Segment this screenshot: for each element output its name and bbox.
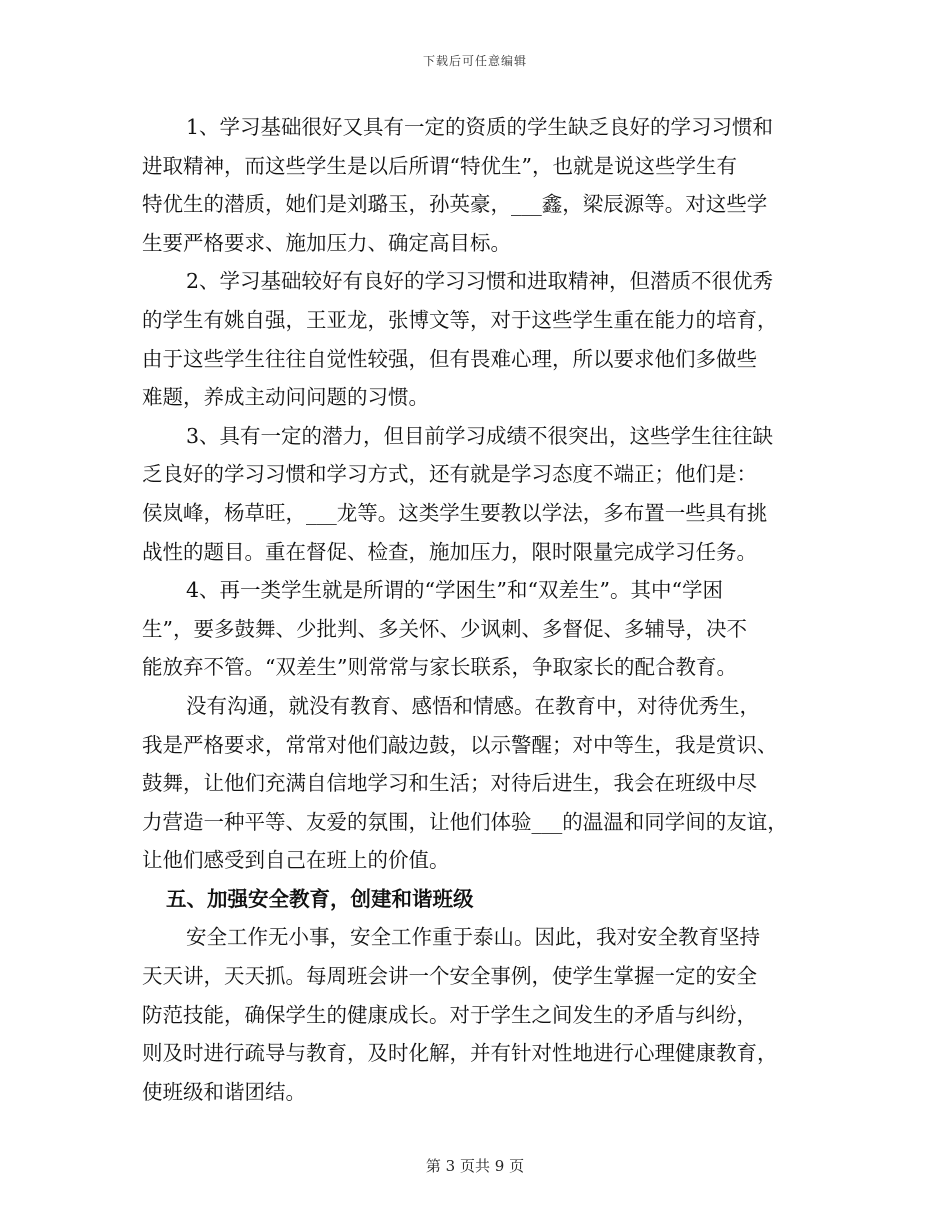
text-line: 生要严格要求、施加压力、确定高目标。: [142, 230, 511, 255]
heading-line: 五、加强安全教育，创建和谐班级: [166, 886, 474, 911]
text-line: 让他们感受到自己在班上的价值。: [142, 848, 450, 873]
text-line: 侯岚峰，杨草旺，___龙等。这类学生要教以学法，多布置一些具有挑: [142, 500, 768, 525]
text-line: 的学生有姚自强，王亚龙，张博文等，对于这些学生重在能力的培育，: [142, 307, 778, 332]
text-line: 生”，要多鼓舞、少批判、多关怀、少讽刺、多督促、多辅导，决不: [142, 616, 747, 641]
paragraph-6: [142, 918, 814, 1111]
text-line: 战性的题目。重在督促、检查，施加压力，限时限量完成学习任务。: [142, 539, 757, 564]
paragraph-5: [142, 687, 814, 880]
document-body: [142, 108, 814, 1111]
text-line: 1、学习基础很好又具有一定的资质的学生缺乏良好的学习习惯和: [186, 115, 774, 139]
text-line: 安全工作无小事，安全工作重于泰山。因此，我对安全教育坚持: [186, 925, 760, 950]
section-heading: [142, 880, 814, 919]
text-line: 由于这些学生往往自觉性较强，但有畏难心理，所以要求他们多做些: [142, 346, 757, 371]
text-line: 4、再一类学生就是所谓的“学困生”和“双差生”。其中“学困: [186, 578, 723, 603]
text-line: 使班级和谐团结。: [142, 1079, 306, 1104]
page-number: 第 3 页共 9 页: [425, 1157, 525, 1175]
text-line: 防范技能，确保学生的健康成长。对于学生之间发生的矛盾与纠纷，: [142, 1002, 757, 1027]
text-line: 鼓舞，让他们充满自信地学习和生活；对待后进生，我会在班级中尽: [142, 771, 757, 796]
text-line: 进取精神，而这些学生是以后所谓“特优生”，也就是说这些学生有: [142, 153, 737, 178]
text-line: 天天讲，天天抓。每周班会讲一个安全事例，使学生掌握一定的安全: [142, 964, 757, 989]
text-line: 则及时进行疏导与教育，及时化解，并有针对性地进行心理健康教育，: [142, 1041, 778, 1066]
text-line: 3、具有一定的潜力，但目前学习成绩不很突出，这些学生往往缺: [186, 423, 774, 448]
text-line: 乏良好的学习习惯和学习方式，还有就是学习态度不端正；他们是：: [142, 462, 757, 487]
text-line: 力营造一种平等、友爱的氛围，让他们体验___的温温和同学间的友谊，: [142, 809, 788, 834]
paragraph-4: [142, 571, 814, 687]
paragraph-1: [142, 108, 814, 262]
paragraph-3: [142, 417, 814, 571]
text-line: 难题，养成主动问问题的习惯。: [142, 385, 429, 410]
text-line: 我是严格要求，常常对他们敲边鼓，以示警醒；对中等生，我是赏识、: [142, 732, 778, 757]
page-header: 下载后可任意编辑: [422, 54, 527, 68]
text-line: 2、学习基础较好有良好的学习习惯和进取精神，但潜质不很优秀: [186, 269, 774, 294]
paragraph-2: [142, 262, 814, 416]
text-line: 没有沟通，就没有教育、感悟和情感。在教育中，对待优秀生，: [186, 693, 760, 718]
text-line: 特优生的潜质，她们是刘璐玉，孙英豪，___鑫，梁辰源等。对这些学: [142, 192, 768, 217]
text-line: 能放弃不管。“双差生”则常常与家长联系，争取家长的配合教育。: [142, 655, 737, 680]
